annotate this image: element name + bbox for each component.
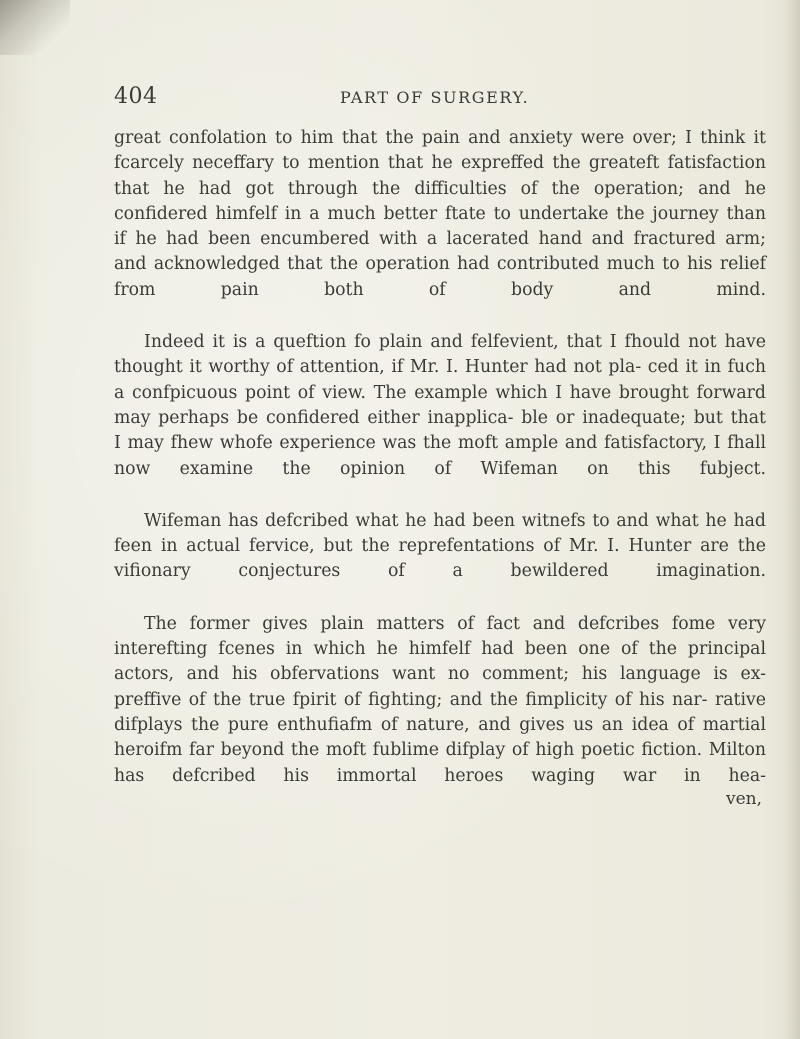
text-line: moft ample and fatisfactory, I fhall now examine the opinion of — [114, 433, 767, 479]
text-line: and he confidered himfelf in a much better ftate to undertake the — [114, 178, 766, 224]
text-line: great confolation to him that the pain and anxiety were over; I — [114, 128, 692, 148]
text-line: Indeed it is a queftion fo plain and felfevient, that I fhould not — [144, 332, 717, 353]
text-line: ced it in fuch a confpicuous point of view. The example which I — [114, 357, 766, 403]
paragraph-wiseman — [114, 509, 766, 585]
text-line: have thought it worthy of attention, if Mr. I. Hunter had not pla- — [114, 332, 766, 378]
paragraph-former — [114, 612, 766, 789]
page-number: 404 — [114, 84, 158, 109]
page-corner-shadow — [0, 0, 70, 55]
paragraph-consolation — [114, 126, 766, 303]
text-line: had feen in actual fervice, but the reprefentations of Mr. I. Hunter — [114, 510, 766, 557]
text-line: Wifeman on this fubject. — [480, 458, 766, 479]
text-line: ble or inadequate; but that I may fhew whofe experience was the — [114, 407, 766, 454]
text-line: interefting fcenes in which he himfelf had been one of the principal — [114, 639, 766, 660]
text-line: The former gives plain matters of fact and defcribes fome very — [144, 613, 766, 634]
text-line: much to his relief from pain both of body and mind. — [114, 254, 767, 300]
paragraph-gap — [114, 482, 766, 509]
text-line: journey than if he had been encumbered with a lacerated hand and — [114, 203, 766, 250]
text-line: fractured arm; and acknowledged that the operation had contributed — [114, 229, 766, 275]
catchword: ven, — [725, 788, 762, 809]
page-edge-shadow — [786, 0, 800, 1039]
text-line: of martial heroifm far beyond the moft fublime difplay of high poetic — [114, 714, 766, 761]
text-line: are the vifionary conjectures of a bewildered imagination. — [114, 536, 767, 582]
body-text — [114, 126, 766, 809]
text-line: fiction. Milton has defcribed his immortal heroes waging war in hea- — [114, 740, 766, 786]
text-line: have brought forward may perhaps be confidered either inapplica- — [114, 382, 766, 428]
paragraph-gap — [114, 585, 766, 612]
text-line: fatisfaction that he had got through the difficulties of the operation; — [114, 153, 766, 199]
text-line: preffive of the true fpirit of fighting; and the fimplicity of his nar- — [114, 689, 708, 710]
running-head: PART OF SURGERY. — [340, 88, 530, 107]
text-line: Wifeman has defcribed what he had been witnefs to and what he — [144, 510, 727, 531]
text-line: rative difplays the pure enthufiafm of nature, and gives us an idea — [114, 689, 766, 735]
paragraph-question — [114, 330, 766, 482]
page-header — [114, 84, 774, 114]
text-line: think it fcarcely neceffary to mention that he expreffed the greateft — [114, 128, 767, 174]
text-line: actors, and his obfervations want no comment; his language is ex- — [114, 664, 766, 685]
paragraph-gap — [114, 303, 766, 330]
